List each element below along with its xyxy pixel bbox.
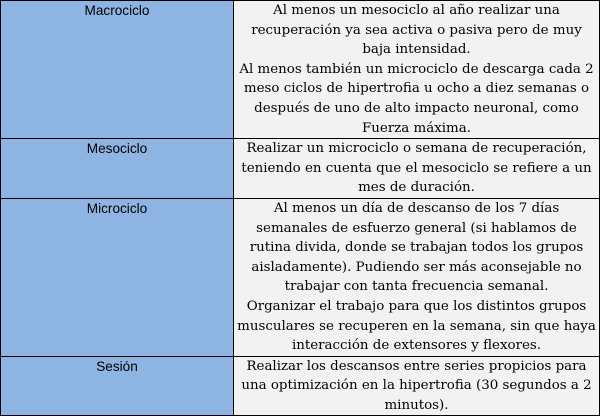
row-description-sesion xyxy=(234,356,600,416)
row-label-mesociclo: Mesociclo xyxy=(1,139,234,199)
row-label-microciclo: Microciclo xyxy=(1,198,234,356)
description-paragraph: Organizar el trabajo para que los distintos grupos musculares se recuperen en la semana, sin que haya interacción de extensores y flexores. xyxy=(237,298,596,354)
row-description-mesociclo xyxy=(234,139,600,199)
table-row-microciclo xyxy=(1,198,600,356)
row-description-microciclo xyxy=(234,198,600,356)
row-label-sesion: Sesión xyxy=(1,356,234,416)
row-label-macrociclo: Macrociclo xyxy=(1,1,234,139)
row-description-macrociclo xyxy=(234,1,600,139)
table-row-mesociclo xyxy=(1,139,600,199)
description-paragraph: Realizar un microciclo o semana de recuperación, teniendo en cuenta que el mesociclo se refiere a un mes de duración. xyxy=(241,141,592,196)
table-row-sesion xyxy=(1,356,600,416)
description-paragraph: Al menos también un microciclo de descarga cada 2 meso ciclos de hipertrofia u ocho a diez semanas o después de uno de alto impacto neuronal, como Fuerza máxima. xyxy=(239,61,594,136)
description-paragraph: Al menos un día de descanso de los 7 días semanales de esfuerzo general (si hablamos de rutina divida, donde se trabajan todos los grupos aisladamente). Pudiendo ser más aconsejable no trabajar con tanta frecuencia semanal. xyxy=(249,200,584,295)
description-paragraph: Realizar los descansos entre series propicios para una optimización en la hipertrofia (30 segundos a 2 minutos). xyxy=(241,358,592,413)
table-row-macrociclo xyxy=(1,1,600,139)
description-paragraph: Al menos un mesociclo al año realizar una recuperación ya sea activa o pasiva pero de muy baja intensidad. xyxy=(251,3,582,58)
